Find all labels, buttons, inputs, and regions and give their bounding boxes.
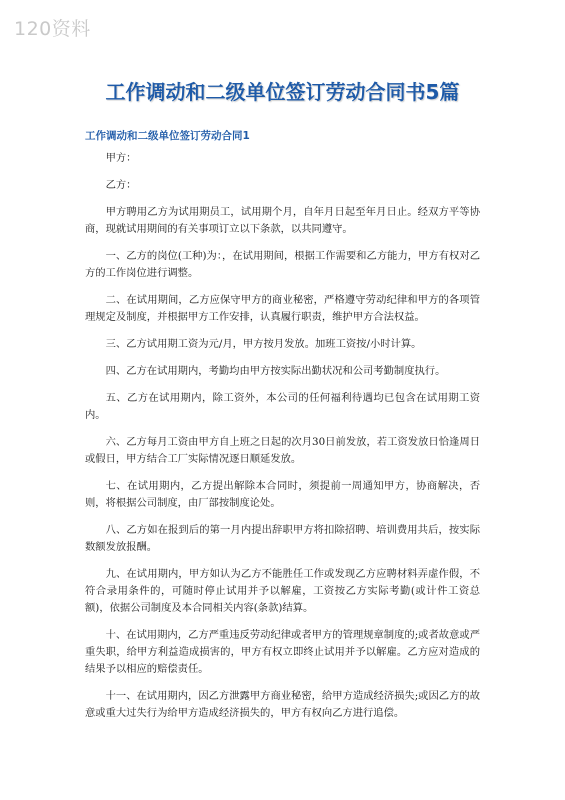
watermark-logo: 120资料: [14, 18, 91, 40]
document-body: [85, 150, 480, 732]
clause-6: 六、乙方每月工资由甲方自上班之日起的次月30日前发放，若工资发放日恰逢周日或假日，甲方结合工厂实际情况逐日顺延发放。: [85, 436, 480, 465]
clause-1: 一、乙方的岗位(工种)为：，在试用期间，根据工作需要和乙方能力，甲方有权对乙方的工作岗位进行调整。: [85, 250, 480, 279]
document-title: 工作调动和二级单位签订劳动合同书5篇: [105, 80, 460, 104]
clause-11: 十一、在试用期内，因乙方泄露甲方商业秘密，给甲方造成经济损失;或因乙方的故意或重大过失行为给甲方造成经济损失的，甲方有权向乙方进行追偿。: [85, 690, 480, 719]
clause-2: 二、在试用期间，乙方应保守甲方的商业秘密，严格遵守劳动纪律和甲方的各项管理规定及制度，并根据甲方工作安排，认真履行职责，维护甲方合法权益。: [85, 294, 480, 323]
clause-3: 三、乙方试用期工资为元/月，甲方按月发放。加班工资按/小时计算。: [105, 338, 422, 350]
clause-9: 九、在试用期内，甲方如认为乙方不能胜任工作或发现乙方应聘材料弄虚作假，不符合录用条件的，可随时停止试用并予以解雇，工资按乙方实际考勤(或计件工资总额)，依据公司制度及本合同相关内容(条款)结算。: [85, 568, 480, 614]
paragraph-intro: 甲方聘用乙方为试用期员工，试用期个月，自年月日起至年月日止。经双方平等协商，现就试用期间的有关事项订立以下条款，以共同遵守。: [85, 206, 480, 235]
party-b-line: 乙方：: [105, 179, 137, 191]
clause-10: 十、在试用期内，乙方严重违反劳动纪律或者甲方的管理规章制度的;或者故意或严重失职，给甲方利益造成损害的，甲方有权立即终止试用并予以解雇。乙方应对造成的结果予以相应的赔偿责任。: [85, 629, 480, 675]
clause-5: 五、乙方在试用期内，除工资外，本公司的任何福利待遇均已包含在试用期工资内。: [85, 392, 480, 421]
clause-7: 七、在试用期内，乙方提出解除本合同时，须提前一周通知甲方，协商解决，否则，将根据公司制度，由厂部按制度论处。: [85, 480, 480, 509]
clause-4: 四、乙方在试用期内，考勤均由甲方按实际出勤状况和公司考勤制度执行。: [105, 365, 446, 377]
clause-8: 八、乙方如在报到后的第一月内提出辞职甲方将扣除招聘、培训费用共后，按实际数额发放报酬。: [85, 524, 480, 553]
party-a-line: 甲方：: [105, 152, 137, 164]
section-heading: 工作调动和二级单位签订劳动合同1: [85, 130, 250, 142]
